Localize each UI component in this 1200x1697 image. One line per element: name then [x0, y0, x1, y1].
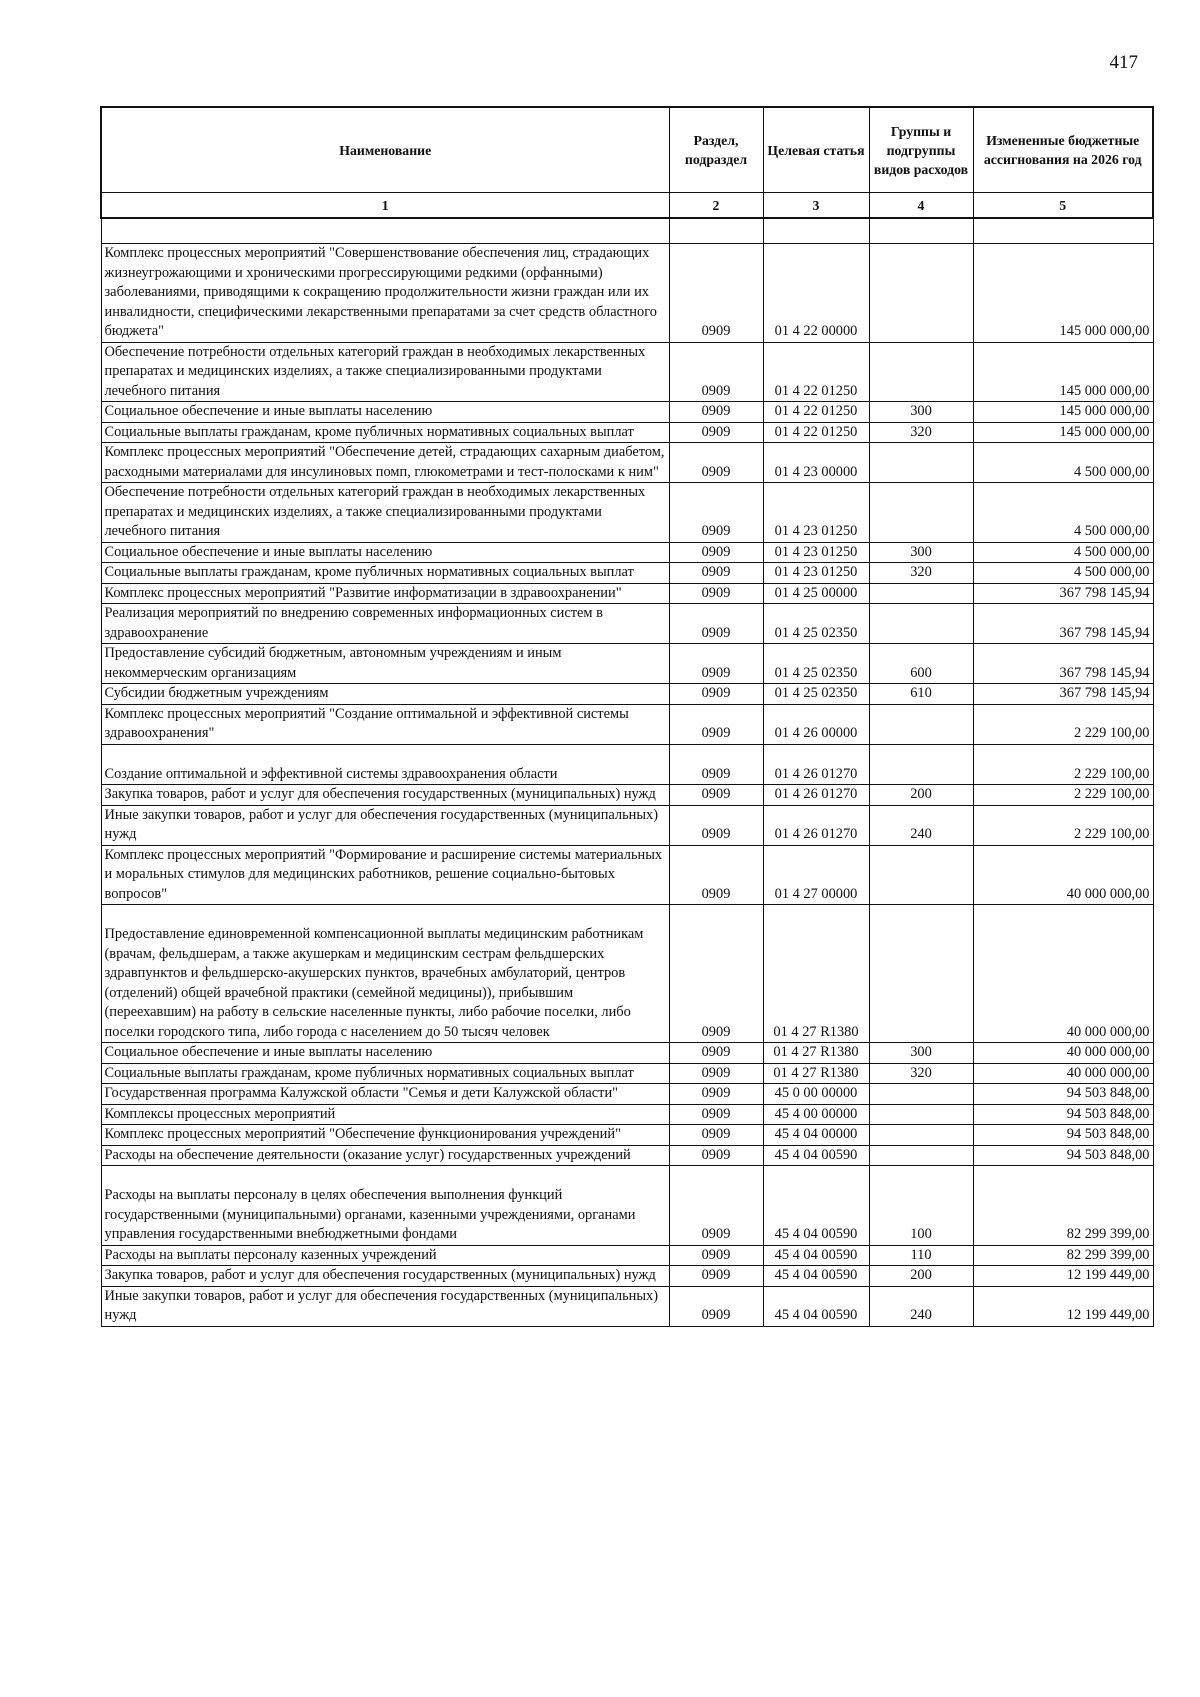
cell-name: Иные закупки товаров, работ и услуг для обеспечения государственных (муниципальных) нужд: [101, 1286, 669, 1326]
cell-amount: 4 500 000,00: [973, 483, 1153, 543]
cell-article: 45 4 04 00590: [763, 1266, 869, 1287]
cell-amount: 40 000 000,00: [973, 905, 1153, 1043]
cell-article: 01 4 25 00000: [763, 583, 869, 604]
cell-name: Комплекс процессных мероприятий "Создание оптимальной и эффективной системы здравоохранения": [101, 704, 669, 744]
header-group: Группы и подгруппы видов расходов: [869, 107, 973, 193]
table-row: [101, 483, 1153, 543]
column-number: 1: [101, 193, 669, 219]
cell-section: 0909: [669, 563, 763, 584]
cell-name: Государственная программа Калужской области "Семья и дети Калужской области": [101, 1084, 669, 1105]
cell-section: 0909: [669, 1286, 763, 1326]
cell-group: 200: [869, 1266, 973, 1287]
cell-article: 45 4 00 00000: [763, 1104, 869, 1125]
cell-group: [869, 704, 973, 744]
cell-amount: 82 299 399,00: [973, 1166, 1153, 1246]
cell-group: 600: [869, 644, 973, 684]
cell-article: 01 4 22 01250: [763, 342, 869, 402]
cell-name: Социальное обеспечение и иные выплаты населению: [101, 1043, 669, 1064]
cell-article: 45 4 04 00590: [763, 1166, 869, 1246]
cell-amount: 12 199 449,00: [973, 1286, 1153, 1326]
column-number: 4: [869, 193, 973, 219]
cell-article: 01 4 27 R1380: [763, 1063, 869, 1084]
cell-section: 0909: [669, 704, 763, 744]
cell-amount: 82 299 399,00: [973, 1245, 1153, 1266]
table-row: [101, 1286, 1153, 1326]
cell-group: 300: [869, 402, 973, 423]
spacer-row: [101, 218, 1153, 244]
cell-group: [869, 604, 973, 644]
cell-name: Создание оптимальной и эффективной системы здравоохранения области: [101, 744, 669, 785]
cell-name: Расходы на обеспечение деятельности (оказание услуг) государственных учреждений: [101, 1145, 669, 1166]
table-row: [101, 342, 1153, 402]
cell-group: [869, 1125, 973, 1146]
cell-name: Закупка товаров, работ и услуг для обеспечения государственных (муниципальных) нужд: [101, 785, 669, 806]
cell-amount: 94 503 848,00: [973, 1084, 1153, 1105]
cell-name: Реализация мероприятий по внедрению современных информационных систем в здравоохранение: [101, 604, 669, 644]
page-number: 417: [1109, 52, 1138, 73]
cell-amount: 40 000 000,00: [973, 1043, 1153, 1064]
table-row: [101, 644, 1153, 684]
cell-group: [869, 342, 973, 402]
cell-name: Социальные выплаты гражданам, кроме публичных нормативных социальных выплат: [101, 1063, 669, 1084]
cell-name: Предоставление единовременной компенсационной выплаты медицинским работникам (врачам, фельдшерам, а также акушеркам и медицинским сестрам фельдшерских здравпунктов и фельдшерско-акушерских пунктов, врачебных амбулаторий, центров (отделений) общей врачебной практики (семейной медицины)), прибывшим (переехавшим) на работу в сельские населенные пункты, либо рабочие поселки, либо поселки городского типа, либо города с населением до 50 тысяч человек: [101, 905, 669, 1043]
table-row: [101, 1245, 1153, 1266]
cell-name: Комплекс процессных мероприятий "Развитие информатизации в здравоохранении": [101, 583, 669, 604]
cell-group: [869, 1145, 973, 1166]
cell-section: 0909: [669, 644, 763, 684]
cell-amount: 367 798 145,94: [973, 583, 1153, 604]
cell-amount: 367 798 145,94: [973, 604, 1153, 644]
cell-section: 0909: [669, 1104, 763, 1125]
cell-group: 300: [869, 1043, 973, 1064]
cell-section: 0909: [669, 845, 763, 905]
table-row: [101, 422, 1153, 443]
table-row: [101, 905, 1153, 1043]
table-row: [101, 1166, 1153, 1246]
cell-section: 0909: [669, 542, 763, 563]
table-row: [101, 604, 1153, 644]
cell-name: Субсидии бюджетным учреждениям: [101, 684, 669, 705]
cell-amount: 2 229 100,00: [973, 805, 1153, 845]
cell-name: Иные закупки товаров, работ и услуг для обеспечения государственных (муниципальных) нужд: [101, 805, 669, 845]
cell-amount: 2 229 100,00: [973, 744, 1153, 785]
cell-group: [869, 1104, 973, 1125]
cell-group: 110: [869, 1245, 973, 1266]
cell-section: 0909: [669, 604, 763, 644]
cell-group: 240: [869, 805, 973, 845]
cell-group: 320: [869, 563, 973, 584]
cell-section: 0909: [669, 483, 763, 543]
cell-name: Закупка товаров, работ и услуг для обеспечения государственных (муниципальных) нужд: [101, 1266, 669, 1287]
cell-section: 0909: [669, 342, 763, 402]
cell-article: 45 4 04 00590: [763, 1245, 869, 1266]
cell-article: 01 4 25 02350: [763, 604, 869, 644]
cell-amount: 367 798 145,94: [973, 684, 1153, 705]
cell-amount: 145 000 000,00: [973, 342, 1153, 402]
cell-section: 0909: [669, 1166, 763, 1246]
cell-section: 0909: [669, 583, 763, 604]
cell-article: 01 4 22 01250: [763, 422, 869, 443]
cell-group: [869, 845, 973, 905]
header-section: Раздел, подраздел: [669, 107, 763, 193]
cell-article: 45 4 04 00590: [763, 1286, 869, 1326]
cell-name: Обеспечение потребности отдельных категорий граждан в необходимых лекарственных препаратах и медицинских изделиях, а также специализированными продуктами лечебного питания: [101, 483, 669, 543]
cell-group: [869, 244, 973, 343]
cell-group: 610: [869, 684, 973, 705]
table-row: [101, 1145, 1153, 1166]
table-row: [101, 563, 1153, 584]
cell-name: Социальное обеспечение и иные выплаты населению: [101, 542, 669, 563]
cell-article: 01 4 26 01270: [763, 785, 869, 806]
cell-section: 0909: [669, 805, 763, 845]
cell-group: 320: [869, 1063, 973, 1084]
cell-amount: 94 503 848,00: [973, 1125, 1153, 1146]
table-row: [101, 704, 1153, 744]
cell-amount: 2 229 100,00: [973, 704, 1153, 744]
cell-amount: 94 503 848,00: [973, 1104, 1153, 1125]
cell-group: [869, 583, 973, 604]
table-row: [101, 583, 1153, 604]
cell-group: 300: [869, 542, 973, 563]
cell-name: Комплекс процессных мероприятий "Обеспечение функционирования учреждений": [101, 1125, 669, 1146]
cell-name: Обеспечение потребности отдельных категорий граждан в необходимых лекарственных препаратах и медицинских изделиях, а также специализированными продуктами лечебного питания: [101, 342, 669, 402]
table-header-row: [101, 107, 1153, 193]
cell-article: 01 4 26 00000: [763, 704, 869, 744]
cell-amount: 367 798 145,94: [973, 644, 1153, 684]
cell-amount: 4 500 000,00: [973, 563, 1153, 584]
column-number: 5: [973, 193, 1153, 219]
cell-article: 01 4 26 01270: [763, 805, 869, 845]
cell-section: 0909: [669, 1145, 763, 1166]
cell-article: 45 4 04 00000: [763, 1125, 869, 1146]
cell-group: 240: [869, 1286, 973, 1326]
table-row: [101, 1043, 1153, 1064]
cell-amount: 4 500 000,00: [973, 542, 1153, 563]
cell-article: 45 0 00 00000: [763, 1084, 869, 1105]
table-row: [101, 1063, 1153, 1084]
cell-group: [869, 443, 973, 483]
cell-name: Социальные выплаты гражданам, кроме публичных нормативных социальных выплат: [101, 563, 669, 584]
cell-section: 0909: [669, 402, 763, 423]
cell-article: 45 4 04 00590: [763, 1145, 869, 1166]
cell-section: 0909: [669, 422, 763, 443]
table-body: [101, 218, 1153, 1326]
table-row: [101, 1084, 1153, 1105]
budget-table: [100, 106, 1154, 1327]
cell-article: 01 4 23 00000: [763, 443, 869, 483]
cell-name: Комплекс процессных мероприятий "Обеспечение детей, страдающих сахарным диабетом, расходными материалами для инсулиновых помп, глюкометрами и тест-полосками к ним": [101, 443, 669, 483]
cell-group: 100: [869, 1166, 973, 1246]
table-row: [101, 744, 1153, 785]
cell-article: 01 4 23 01250: [763, 542, 869, 563]
cell-article: 01 4 25 02350: [763, 684, 869, 705]
cell-article: 01 4 23 01250: [763, 483, 869, 543]
cell-section: 0909: [669, 443, 763, 483]
cell-name: Комплекс процессных мероприятий "Формирование и расширение системы материальных и моральных стимулов для медицинских работников, решение социально-бытовых вопросов": [101, 845, 669, 905]
cell-section: 0909: [669, 1063, 763, 1084]
cell-amount: 12 199 449,00: [973, 1266, 1153, 1287]
cell-article: 01 4 26 01270: [763, 744, 869, 785]
table-row: [101, 402, 1153, 423]
cell-amount: 40 000 000,00: [973, 1063, 1153, 1084]
cell-article: 01 4 22 01250: [763, 402, 869, 423]
cell-section: 0909: [669, 1043, 763, 1064]
cell-group: 200: [869, 785, 973, 806]
cell-group: [869, 905, 973, 1043]
table-row: [101, 244, 1153, 343]
cell-article: 01 4 27 00000: [763, 845, 869, 905]
table-row: [101, 845, 1153, 905]
table-row: [101, 785, 1153, 806]
table-row: [101, 1266, 1153, 1287]
cell-section: 0909: [669, 244, 763, 343]
cell-amount: 145 000 000,00: [973, 244, 1153, 343]
cell-section: 0909: [669, 1125, 763, 1146]
cell-group: [869, 483, 973, 543]
column-number: 3: [763, 193, 869, 219]
table-row: [101, 684, 1153, 705]
cell-article: 01 4 22 00000: [763, 244, 869, 343]
cell-name: Комплексы процессных мероприятий: [101, 1104, 669, 1125]
table-row: [101, 805, 1153, 845]
table-row: [101, 542, 1153, 563]
table-row: [101, 1125, 1153, 1146]
cell-group: [869, 744, 973, 785]
cell-section: 0909: [669, 1084, 763, 1105]
cell-name: Социальное обеспечение и иные выплаты населению: [101, 402, 669, 423]
cell-amount: 2 229 100,00: [973, 785, 1153, 806]
header-article: Целевая статья: [763, 107, 869, 193]
cell-section: 0909: [669, 1266, 763, 1287]
cell-name: Расходы на выплаты персоналу казенных учреждений: [101, 1245, 669, 1266]
column-number: 2: [669, 193, 763, 219]
cell-article: 01 4 27 R1380: [763, 905, 869, 1043]
cell-group: [869, 1084, 973, 1105]
cell-section: 0909: [669, 905, 763, 1043]
cell-section: 0909: [669, 785, 763, 806]
cell-name: Расходы на выплаты персоналу в целях обеспечения выполнения функций государственными (муниципальными) органами, казенными учреждениями, органами управления государственными внебюджетными фондами: [101, 1166, 669, 1246]
cell-section: 0909: [669, 1245, 763, 1266]
cell-section: 0909: [669, 744, 763, 785]
cell-group: 320: [869, 422, 973, 443]
cell-section: 0909: [669, 684, 763, 705]
column-number-row: [101, 193, 1153, 219]
cell-amount: 40 000 000,00: [973, 845, 1153, 905]
header-amount: Измененные бюджетные ассигнования на 2026 год: [973, 107, 1153, 193]
cell-article: 01 4 27 R1380: [763, 1043, 869, 1064]
cell-article: 01 4 23 01250: [763, 563, 869, 584]
cell-amount: 4 500 000,00: [973, 443, 1153, 483]
cell-name: Комплекс процессных мероприятий "Совершенствование обеспечения лиц, страдающих жизнеугрожающими и хроническими прогрессирующими редкими (орфанными) заболеваниями, приводящими к сокращению продолжительности жизни граждан или их инвалидности, специфическими лекарственными препаратами за счет средств областного бюджета": [101, 244, 669, 343]
table-row: [101, 443, 1153, 483]
cell-name: Социальные выплаты гражданам, кроме публичных нормативных социальных выплат: [101, 422, 669, 443]
cell-amount: 94 503 848,00: [973, 1145, 1153, 1166]
cell-amount: 145 000 000,00: [973, 422, 1153, 443]
cell-name: Предоставление субсидий бюджетным, автономным учреждениям и иным некоммерческим организациям: [101, 644, 669, 684]
header-name: Наименование: [101, 107, 669, 193]
cell-article: 01 4 25 02350: [763, 644, 869, 684]
table-row: [101, 1104, 1153, 1125]
cell-amount: 145 000 000,00: [973, 402, 1153, 423]
